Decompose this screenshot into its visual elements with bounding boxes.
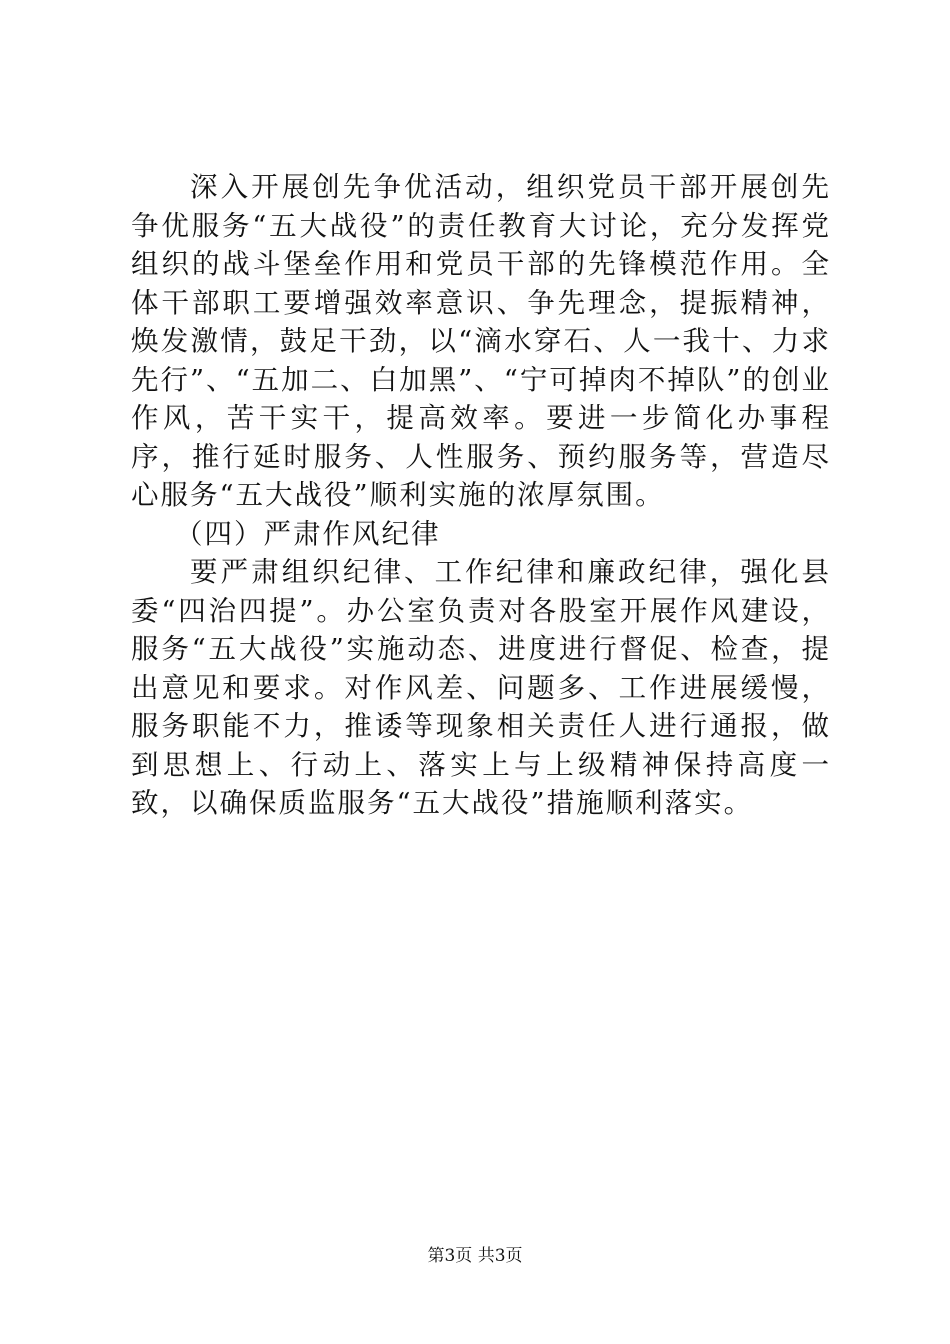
paragraph-creation-activities: 深入开展创先争优活动，组织党员干部开展创先争优服务“五大战役”的责任教育大讨论，充分发挥党组织的战斗堡垒作用和党员干部的先锋模范作用。全体干部职工要增强效率意识、争先理念，提振精神，焕发激情，鼓足干劲，以“滴水穿石、人一我十、力求先行”、“五加二、白加黑”、“宁可掉肉不掉队”的创业作风，苦干实干，提高效率。要进一步简化办事程序，推行延时服务、人性服务、预约服务等，营造尽心服务“五大战役”顺利实施的浓厚氛围。 — [131, 171, 831, 511]
page-number-footer: 第3页 共3页 — [427, 1246, 523, 1266]
document-body — [131, 168, 831, 823]
paragraph-discipline: 要严肃组织纪律、工作纪律和廉政纪律，强化县委“四治四提”。办公室负责对各股室开展作风建设，服务“五大战役”实施动态、进度进行督促、检查，提出意见和要求。对作风差、问题多、工作进展缓慢，服务职能不力，推诿等现象相关责任人进行通报，做到思想上、行动上、落实上与上级精神保持高度一致，以确保质监服务“五大战役”措施顺利落实。 — [131, 556, 831, 819]
section-heading-discipline: （四）严肃作风纪律 — [175, 517, 441, 550]
